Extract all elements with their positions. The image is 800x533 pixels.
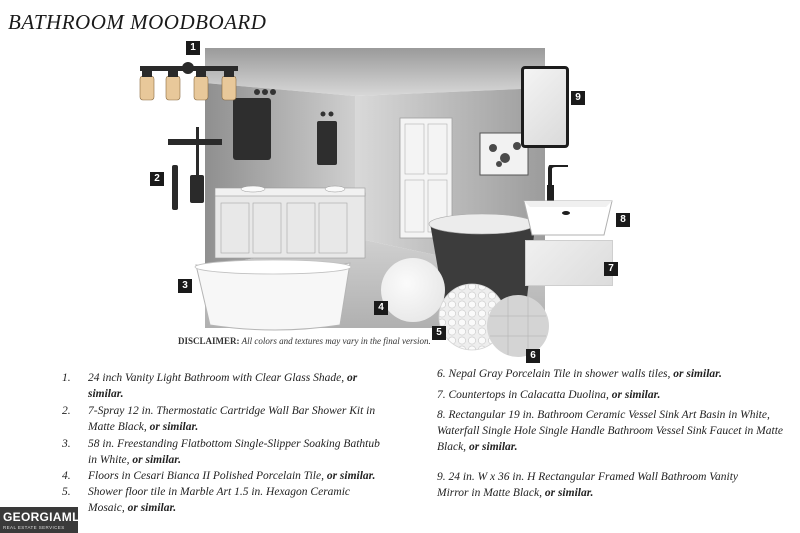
countertop-swatch bbox=[525, 240, 613, 286]
badge-6: 6 bbox=[526, 349, 540, 363]
list-item: 8. Rectangular 19 in. Bathroom Ceramic Vessel Sink Art Basin in White, Waterfall Single Hole Single Handle Bathroom Vessel Sink Faucet in Matte Black, or similar. bbox=[437, 409, 784, 453]
shower-kit-image bbox=[162, 125, 232, 220]
list-item: 5. Shower floor tile in Marble Art 1.5 in. Hexagon Ceramic Mosaic, or similar. bbox=[62, 486, 351, 514]
badge-2: 2 bbox=[150, 172, 164, 186]
badge-8: 8 bbox=[616, 213, 630, 227]
disclaimer bbox=[178, 336, 431, 346]
page-title: BATHROOM MOODBOARD bbox=[8, 10, 267, 34]
logo-sub: REAL ESTATE SERVICES bbox=[3, 525, 65, 530]
vessel-sink-image bbox=[520, 165, 615, 240]
framed-mirror-image bbox=[521, 66, 569, 148]
list-item: 1. 24 inch Vanity Light Bathroom with Clear Glass Shade, or similar. bbox=[62, 372, 358, 400]
disclaimer-label: DISCLAIMER: bbox=[178, 336, 240, 346]
badge-7: 7 bbox=[604, 262, 618, 276]
list-item: 6. Nepal Gray Porcelain Tile in shower walls tiles, or similar. bbox=[437, 368, 722, 380]
badge-1: 1 bbox=[186, 41, 200, 55]
list-item: 7. Countertops in Calacatta Duolina, or similar. bbox=[437, 389, 661, 401]
list-item: 9. 24 in. W x 36 in. H Rectangular Framed Wall Bathroom Vanity Mirror in Matte Black, or similar. bbox=[437, 471, 738, 499]
item-list-left bbox=[62, 370, 402, 514]
badge-5: 5 bbox=[432, 326, 446, 340]
list-item: 4. Floors in Cesari Bianca II Polished Porcelain Tile, or similar. bbox=[62, 470, 376, 482]
badge-4: 4 bbox=[374, 301, 388, 315]
gray-tile-swatch bbox=[486, 294, 550, 358]
list-item: 2. 7-Spray 12 in. Thermostatic Cartridge Wall Bar Shower Kit in Matte Black, or similar. bbox=[62, 405, 376, 433]
badge-9: 9 bbox=[571, 91, 585, 105]
bathtub-image bbox=[190, 255, 358, 335]
floor-tile-swatch bbox=[381, 258, 445, 322]
logo-name: GEORGIAMLS bbox=[3, 510, 89, 524]
georgia-mls-logo bbox=[0, 507, 89, 533]
item-list-right bbox=[437, 366, 797, 506]
vanity-light-image bbox=[132, 58, 272, 108]
disclaimer-text: All colors and textures may vary in the final version. bbox=[239, 336, 431, 346]
badge-3: 3 bbox=[178, 279, 192, 293]
list-item: 3. 58 in. Freestanding Flatbottom Single-Slipper Soaking Bathtub in White, or similar. bbox=[62, 438, 380, 466]
